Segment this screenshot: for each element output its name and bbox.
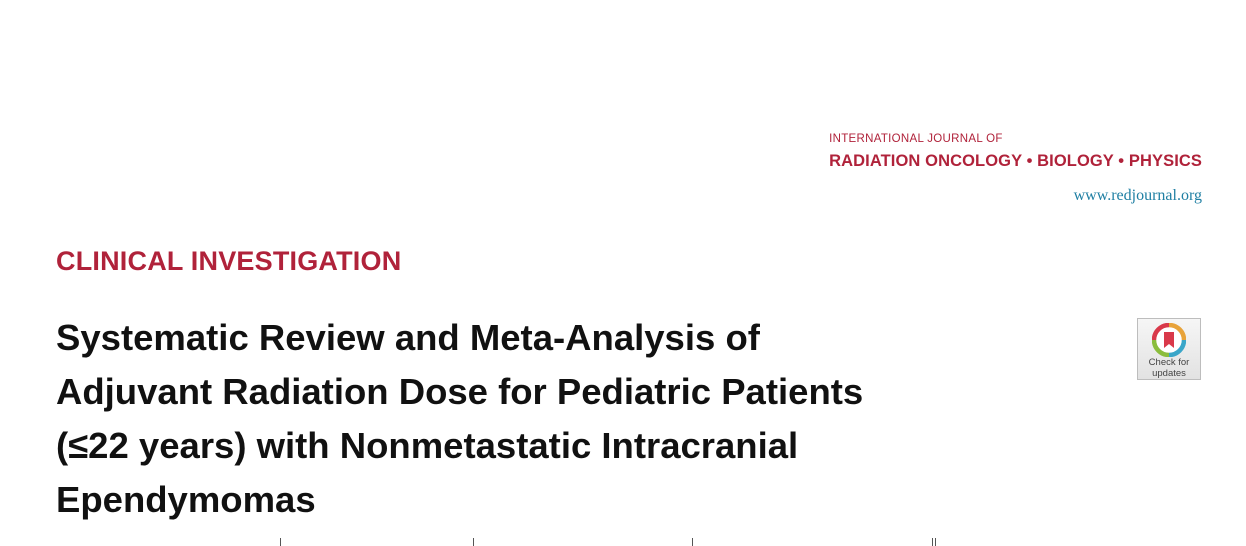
badge-label-2: updates bbox=[1152, 368, 1186, 379]
title-line-2: Adjuvant Radiation Dose for Pediatric Patients bbox=[56, 371, 864, 412]
tick-mark bbox=[473, 538, 474, 546]
journal-header bbox=[829, 132, 1202, 172]
crossmark-icon bbox=[1152, 323, 1186, 357]
tick-mark bbox=[280, 538, 281, 546]
section-label: CLINICAL INVESTIGATION bbox=[56, 246, 402, 276]
tick-mark bbox=[935, 538, 936, 546]
tick-mark bbox=[932, 538, 933, 546]
tick-mark bbox=[692, 538, 693, 546]
badge-label-1: Check for bbox=[1148, 357, 1190, 368]
author-line-fragment bbox=[0, 538, 1246, 546]
journal-url-link[interactable]: www.redjournal.org bbox=[1073, 187, 1202, 204]
journal-name: RADIATION ONCOLOGY • BIOLOGY • PHYSICS bbox=[829, 152, 1202, 170]
article-title bbox=[56, 311, 1056, 527]
title-line-1: Systematic Review and Meta-Analysis of bbox=[56, 317, 760, 358]
title-line-3: (≤22 years) with Nonmetastatic Intracranial bbox=[56, 425, 799, 466]
check-for-updates-button[interactable] bbox=[1137, 318, 1201, 380]
journal-name-prefix: INTERNATIONAL JOURNAL OF bbox=[829, 133, 1003, 145]
title-line-4: Ependymomas bbox=[56, 479, 316, 520]
